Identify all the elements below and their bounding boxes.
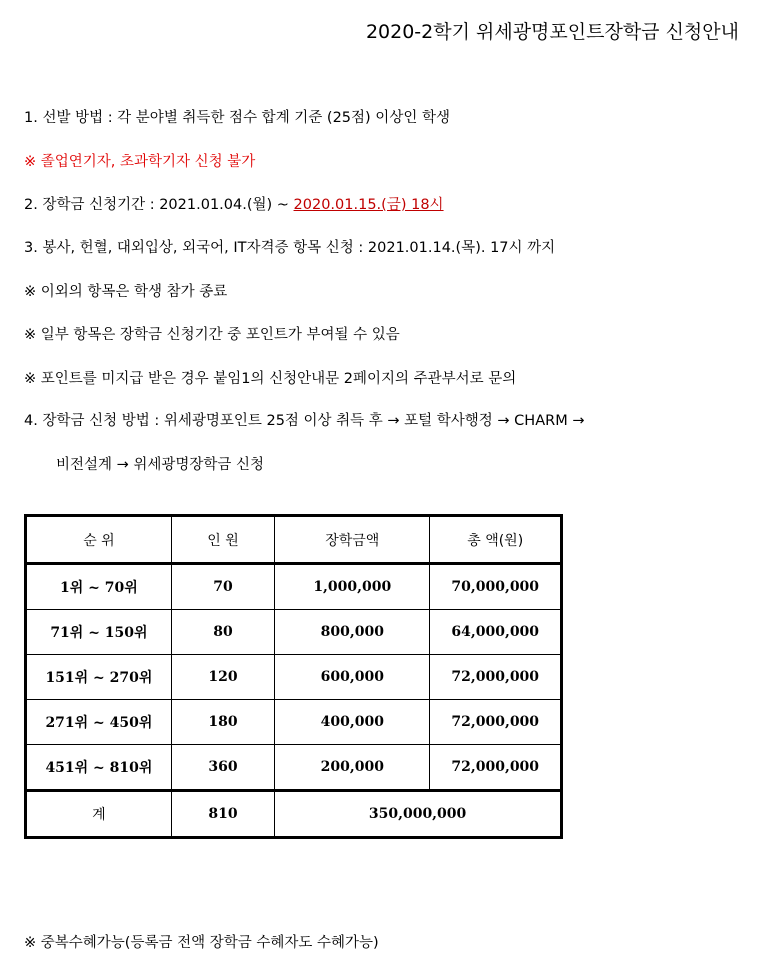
total-label: 계	[26, 791, 172, 838]
total-count: 810	[171, 791, 274, 838]
table-row	[26, 564, 562, 610]
duplicate-benefit-notice: ※ 중복수혜가능(등록금 전액 장학금 수혜자도 수혜가능)	[24, 935, 379, 951]
table-total-row	[26, 791, 562, 838]
table-row	[26, 655, 562, 700]
cell-count: 120	[171, 655, 274, 700]
cell-total: 70,000,000	[430, 564, 562, 610]
table-row	[26, 745, 562, 791]
cell-count: 360	[171, 745, 274, 791]
application-period-start: 2. 장학금 신청기간 : 2021.01.04.(월) ~	[24, 197, 294, 213]
selection-method: 1. 선발 방법 : 각 분야별 취득한 점수 합계 기준 (25점) 이상인 학생	[24, 110, 450, 126]
header-amount: 장학금액	[275, 516, 430, 564]
cell-count: 70	[171, 564, 274, 610]
ineligible-notice: ※ 졸업연기자, 초과학기자 신청 불가	[24, 154, 256, 170]
cell-amount: 800,000	[275, 610, 430, 655]
cell-total: 64,000,000	[430, 610, 562, 655]
cell-amount: 200,000	[275, 745, 430, 791]
application-method: 4. 장학금 신청 방법 : 위세광명포인트 25점 이상 취득 후 → 포털 학사행정 → CHARM →	[24, 413, 585, 429]
application-method-continued: 비전설계 → 위세광명장학금 신청	[56, 457, 265, 473]
inquiry-notice: ※ 포인트를 미지급 받은 경우 붙임1의 신청안내문 2페이지의 주관부서로 문의	[24, 371, 517, 387]
table-row	[26, 700, 562, 745]
item-application-period: 3. 봉사, 헌혈, 대외입상, 외국어, IT자격증 항목 신청 : 2021.01.14.(목). 17시 까지	[24, 240, 556, 256]
application-period	[24, 193, 444, 214]
cell-total: 72,000,000	[430, 655, 562, 700]
header-count: 인 원	[171, 516, 274, 564]
scholarship-table	[24, 514, 563, 839]
total-amount: 350,000,000	[275, 791, 562, 838]
cell-total: 72,000,000	[430, 745, 562, 791]
table-header-row	[26, 516, 562, 564]
other-items-notice: ※ 이외의 항목은 학생 참가 종료	[24, 284, 228, 300]
cell-amount: 400,000	[275, 700, 430, 745]
header-total: 총 액(원)	[430, 516, 562, 564]
cell-rank: 1위 ~ 70위	[26, 564, 172, 610]
application-deadline: 2020.01.15.(금) 18시	[293, 197, 444, 213]
page-title: 2020-2학기 위세광명포인트장학금 신청안내	[365, 21, 739, 43]
cell-rank: 271위 ~ 450위	[26, 700, 172, 745]
table-row	[26, 610, 562, 655]
cell-rank: 451위 ~ 810위	[26, 745, 172, 791]
cell-amount: 1,000,000	[275, 564, 430, 610]
cell-count: 180	[171, 700, 274, 745]
cell-amount: 600,000	[275, 655, 430, 700]
cell-count: 80	[171, 610, 274, 655]
cell-rank: 71위 ~ 150위	[26, 610, 172, 655]
cell-total: 72,000,000	[430, 700, 562, 745]
point-grant-notice: ※ 일부 항목은 장학금 신청기간 중 포인트가 부여될 수 있음	[24, 327, 400, 343]
header-rank: 순 위	[26, 516, 172, 564]
cell-rank: 151위 ~ 270위	[26, 655, 172, 700]
